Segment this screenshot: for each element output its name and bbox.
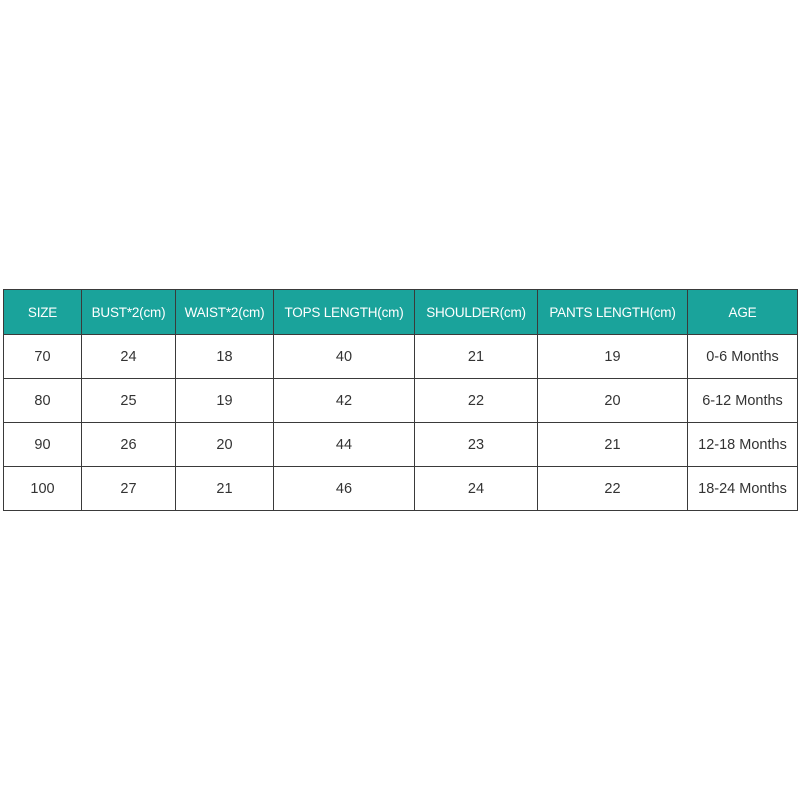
cell-bust: 24 (82, 335, 176, 379)
cell-age: 18-24 Months (688, 467, 798, 511)
header-pants-length: PANTS LENGTH(cm) (538, 290, 688, 335)
header-tops-length: TOPS LENGTH(cm) (274, 290, 415, 335)
cell-age: 12-18 Months (688, 423, 798, 467)
cell-shoulder: 24 (415, 467, 538, 511)
cell-waist: 19 (176, 379, 274, 423)
cell-waist: 21 (176, 467, 274, 511)
size-chart-table (3, 289, 798, 511)
cell-bust: 25 (82, 379, 176, 423)
table-row (4, 467, 798, 511)
header-bust: BUST*2(cm) (82, 290, 176, 335)
cell-size: 70 (4, 335, 82, 379)
cell-pants-length: 20 (538, 379, 688, 423)
table-row (4, 379, 798, 423)
table-row (4, 423, 798, 467)
cell-tops-length: 46 (274, 467, 415, 511)
cell-shoulder: 22 (415, 379, 538, 423)
cell-tops-length: 44 (274, 423, 415, 467)
cell-size: 100 (4, 467, 82, 511)
cell-size: 80 (4, 379, 82, 423)
cell-pants-length: 21 (538, 423, 688, 467)
header-shoulder: SHOULDER(cm) (415, 290, 538, 335)
cell-shoulder: 23 (415, 423, 538, 467)
cell-bust: 27 (82, 467, 176, 511)
cell-size: 90 (4, 423, 82, 467)
cell-age: 6-12 Months (688, 379, 798, 423)
header-row (4, 290, 798, 335)
table-row (4, 335, 798, 379)
cell-shoulder: 21 (415, 335, 538, 379)
cell-tops-length: 40 (274, 335, 415, 379)
cell-waist: 18 (176, 335, 274, 379)
header-size: SIZE (4, 290, 82, 335)
cell-pants-length: 22 (538, 467, 688, 511)
cell-waist: 20 (176, 423, 274, 467)
header-age: AGE (688, 290, 798, 335)
cell-pants-length: 19 (538, 335, 688, 379)
header-waist: WAIST*2(cm) (176, 290, 274, 335)
cell-tops-length: 42 (274, 379, 415, 423)
cell-bust: 26 (82, 423, 176, 467)
cell-age: 0-6 Months (688, 335, 798, 379)
